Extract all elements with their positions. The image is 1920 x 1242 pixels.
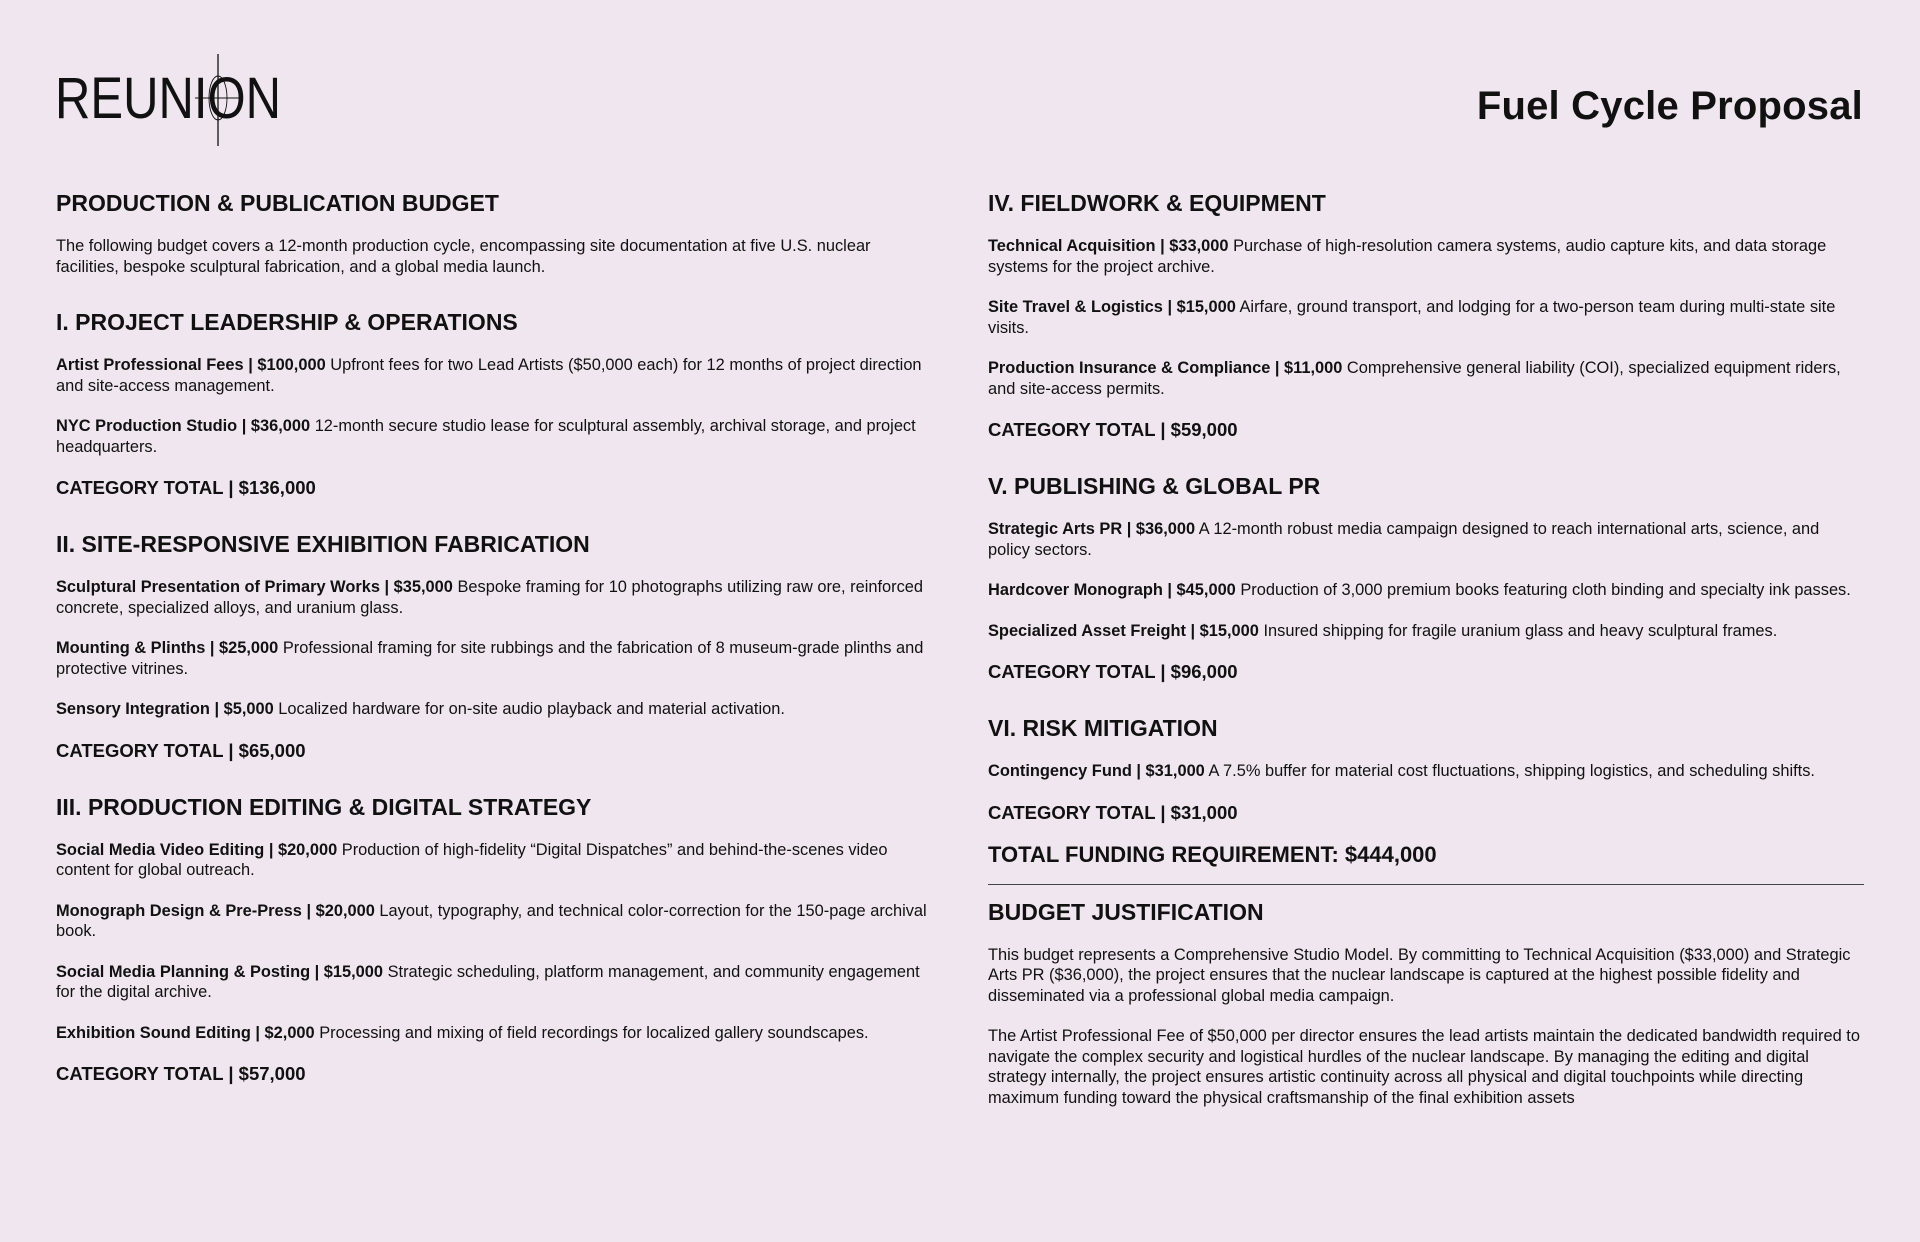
item-desc: 12-month secure studio lease for sculptural assembly, archival storage, and project headquarters. (56, 417, 916, 456)
category-total: CATEGORY TOTAL | $31,000 (988, 801, 1238, 823)
item-desc: Processing and mixing of field recordings for localized gallery soundscapes. (314, 1023, 869, 1042)
intro-text: The following budget covers a 12-month production cycle, encompassing site documentation at five U.S. nuclear facilities, bespoke sculptural fabrication, and a global media launch. (56, 237, 871, 276)
budget-item (988, 358, 1864, 399)
justification-paragraph: The Artist Professional Fee of $50,000 per director ensures the lead artists maintain the dedicated bandwidth required to navigate the complex security and logistical hurdles of the nuclear landscape. By managing the editing and digital strategy internally, the project ensures artistic continuity across all physical and digital touchpoints while directing maximum funding toward the physical craftsmanship of the final exhibition assets (988, 1027, 1860, 1107)
reunion-logo (55, 54, 285, 146)
item-label: Artist Professional Fees | $100,000 (56, 356, 326, 374)
category-total: CATEGORY TOTAL | $136,000 (56, 477, 316, 498)
budget-item (56, 416, 936, 457)
section-project-leadership (56, 309, 936, 499)
item-desc: Localized hardware for on-site audio playback and material activation. (273, 700, 785, 718)
category-total: CATEGORY TOTAL | $96,000 (988, 661, 1238, 682)
item-desc: Layout, typography, and technical color-correction for the 150-page archival book. (56, 901, 927, 940)
divider (988, 884, 1864, 885)
item-label: Mounting & Plinths | $25,000 (56, 639, 279, 657)
item-label: Sensory Integration | $5,000 (56, 700, 274, 718)
section-risk-mitigation (988, 715, 1864, 824)
item-desc: Comprehensive general liability (COI), specialized equipment riders, and site-access permits. (988, 359, 1841, 398)
item-desc: Insured shipping for fragile uranium glass and heavy sculptural frames. (1258, 621, 1778, 640)
item-label: Exhibition Sound Editing | $2,000 (56, 1023, 315, 1042)
section-heading: V. PUBLISHING & GLOBAL PR (988, 473, 1321, 499)
item-desc: Production of 3,000 premium books featuring cloth binding and specialty ink passes. (1235, 581, 1851, 599)
section-heading: III. PRODUCTION EDITING & DIGITAL STRATEGY (56, 793, 592, 820)
item-label: Production Insurance & Compliance | $11,000 (988, 359, 1343, 377)
item-label: Monograph Design & Pre-Press | $20,000 (56, 901, 375, 920)
item-desc: Professional framing for site rubbings and the fabrication of 8 museum-grade plinths and protective vitrines. (56, 639, 924, 678)
item-label: Contingency Fund | $31,000 (988, 762, 1205, 780)
item-label: NYC Production Studio | $36,000 (56, 417, 311, 435)
section-fieldwork (988, 190, 1864, 441)
budget-item (988, 519, 1864, 560)
item-label: Social Media Video Editing | $20,000 (56, 840, 338, 859)
section-editing-digital (56, 794, 936, 1086)
category-total: CATEGORY TOTAL | $59,000 (988, 419, 1238, 440)
item-desc: Purchase of high-resolution camera systems, audio capture kits, and data storage systems for the project archive. (988, 237, 1827, 276)
category-total: CATEGORY TOTAL | $65,000 (56, 739, 306, 761)
justification-heading: BUDGET JUSTIFICATION (988, 898, 1264, 925)
item-desc: Production of high-fidelity “Digital Dispatches” and behind-the-scenes video content for global outreach. (56, 840, 888, 879)
budget-item (56, 962, 936, 1003)
item-label: Site Travel & Logistics | $15,000 (988, 298, 1236, 316)
item-label: Social Media Planning & Posting | $15,000 (56, 962, 384, 981)
item-desc: Bespoke framing for 10 photographs utilizing raw ore, reinforced concrete, specialized alloys, and uranium glass. (56, 578, 924, 617)
budget-item (56, 901, 936, 942)
section-heading: II. SITE-RESPONSIVE EXHIBITION FABRICATION (56, 531, 590, 557)
grand-total: TOTAL FUNDING REQUIREMENT: $444,000 (988, 841, 1437, 867)
section-heading: IV. FIELDWORK & EQUIPMENT (988, 190, 1326, 216)
section-heading: I. PROJECT LEADERSHIP & OPERATIONS (56, 309, 518, 335)
budget-item (56, 699, 936, 720)
section-heading: VI. RISK MITIGATION (988, 715, 1218, 741)
section-publishing-pr (988, 473, 1864, 683)
section-exhibition-fabrication (56, 531, 936, 762)
budget-item (56, 638, 936, 679)
justification-paragraph: This budget represents a Comprehensive Studio Model. By committing to Technical Acquisition ($33,000) and Strategic Arts PR ($36,000), the project ensures that the nuclear landscape is captured at the highest possible fidelity and disseminated via a professional global media campaign. (988, 945, 1851, 1005)
budget-item (988, 580, 1864, 601)
item-label: Sculptural Presentation of Primary Works | $35,000 (56, 578, 453, 596)
item-desc: A 7.5% buffer for material cost fluctuations, shipping logistics, and scheduling shifts. (1204, 762, 1815, 780)
item-label: Hardcover Monograph | $45,000 (988, 581, 1236, 599)
item-desc: Strategic scheduling, platform management, and community engagement for the digital archive. (56, 962, 920, 1001)
item-desc: Upfront fees for two Lead Artists ($50,000 each) for 12 months of project direction and site-access management. (56, 356, 922, 395)
right-column (988, 190, 1864, 1128)
logo-text: REUNION (55, 66, 281, 131)
budget-item (988, 621, 1864, 642)
intro-section (56, 190, 936, 277)
budget-item (56, 355, 936, 396)
budget-item (56, 577, 936, 618)
item-label: Strategic Arts PR | $36,000 (988, 520, 1196, 538)
category-total: CATEGORY TOTAL | $57,000 (56, 1063, 306, 1084)
item-label: Specialized Asset Freight | $15,000 (988, 621, 1259, 640)
page-title: Fuel Cycle Proposal (1476, 84, 1863, 128)
item-label: Technical Acquisition | $33,000 (988, 237, 1229, 255)
item-desc: Airfare, ground transport, and lodging for a two-person team during multi-state site visits. (988, 298, 1836, 337)
budget-item (988, 761, 1864, 782)
item-desc: A 12-month robust media campaign designed to reach international arts, science, and policy sectors. (988, 520, 1820, 559)
budget-item (988, 297, 1864, 338)
budget-item (56, 840, 936, 881)
left-column (56, 190, 936, 1117)
budget-item (56, 1023, 936, 1044)
budget-heading: PRODUCTION & PUBLICATION BUDGET (56, 190, 499, 216)
budget-item (988, 236, 1864, 277)
